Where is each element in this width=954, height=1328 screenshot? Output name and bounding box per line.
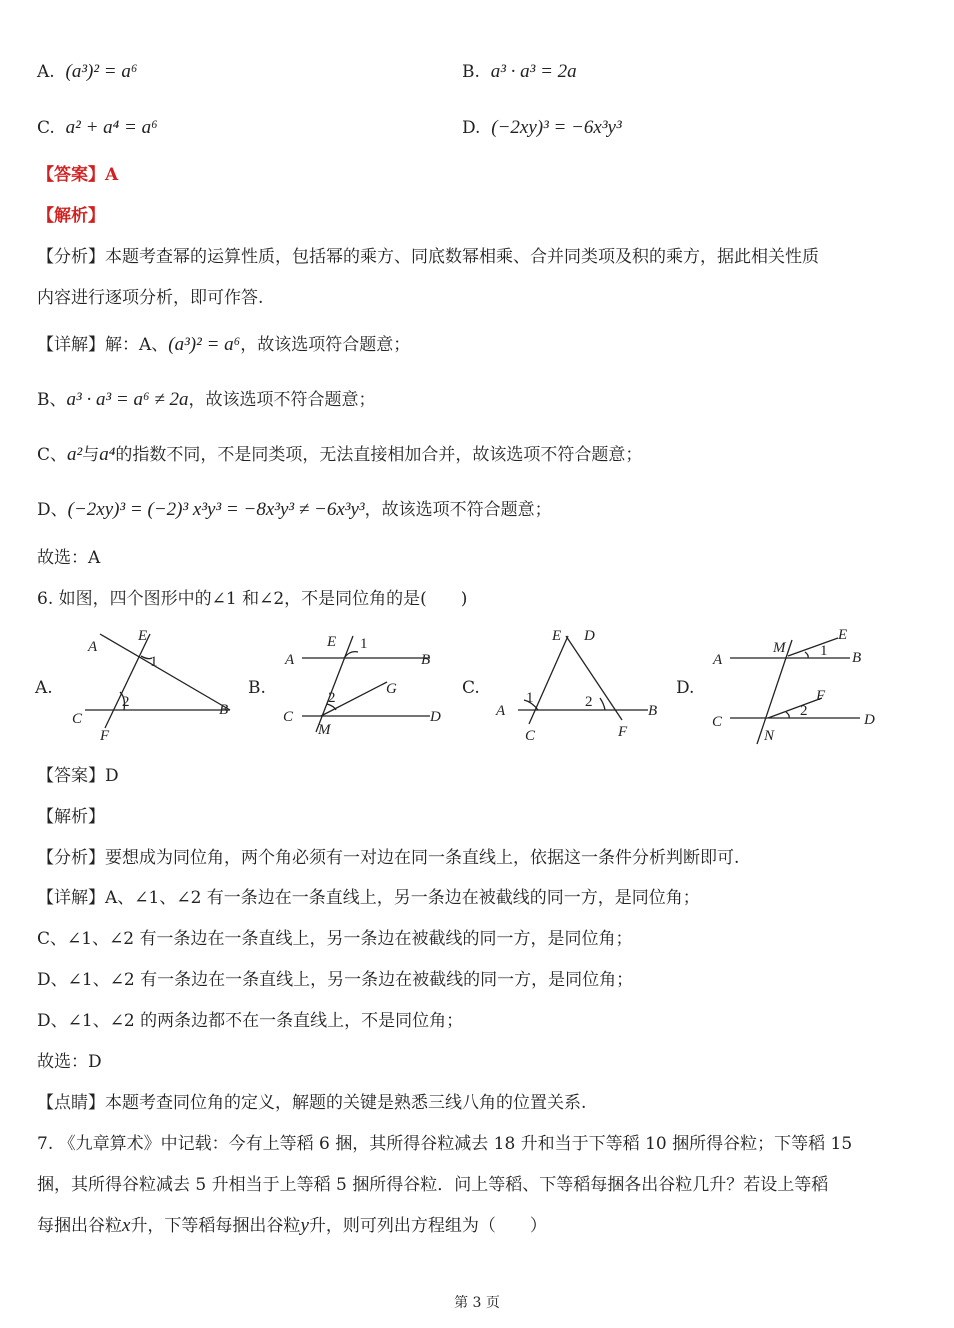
fig-d-angle-2-arc [786, 712, 789, 718]
q7-line-1: 7. 《九章算术》中记载：今有上等稻 6 捆，其所得谷粒减去 18 升和当于下等稻 10 捆所得谷粒；下等稻 15 [37, 1134, 853, 1154]
fig-b-point-m: M [318, 722, 331, 738]
q6-detail-1: 【详解】A、∠1、∠2 有一条边在一条直线上，另一条边在被截线的同一方，是同位角； [37, 888, 700, 908]
detail-expression: a³ · a³ = a⁶ ≠ 2a [66, 389, 189, 410]
detail-prefix: B、 [37, 390, 67, 410]
q7-text: 升，下等稻每捆出谷粒 [130, 1216, 301, 1236]
detail-suffix: ，故该选项不符合题意； [188, 390, 376, 410]
detail-expression: (a³)² = a⁶ [168, 334, 241, 355]
q5-detail-d [37, 498, 552, 522]
fig-d-point-a: A [713, 652, 723, 668]
fig-a-angle-1: 1 [150, 654, 158, 670]
q5-option-a [37, 60, 137, 84]
fig-c-point-e: E [552, 628, 562, 644]
q6-detail-2: C、∠1、∠2 有一条边在一条直线上，另一条边在被截线的同一方，是同位角； [37, 929, 633, 949]
fig-b-point-d: D [430, 709, 441, 725]
fig-c-point-b: B [648, 703, 658, 719]
fig-c-angle-2-arc [600, 698, 605, 710]
fig-b-point-c: C [283, 709, 294, 725]
option-expression: a² + a⁴ = a⁶ [65, 117, 158, 138]
fig-d-line-nf [768, 698, 822, 718]
fig-d-angle-1-arc [805, 652, 808, 658]
q5-answer: 【答案】A [37, 165, 119, 185]
option-expression: (−2xy)³ = −6x³y³ [491, 117, 622, 138]
q7-line-2: 捆，其所得谷粒减去 5 升相当于上等稻 5 捆所得谷粒．问上等稻、下等稻每捆各出谷粒几升？若设上等稻 [37, 1175, 829, 1195]
detail-expression: (−2xy)³ = (−2)³ x³y³ = −8x³y³ ≠ −6x³y³ [67, 499, 365, 520]
q5-option-d [462, 116, 622, 140]
fig-b-angle-2: 2 [328, 690, 336, 706]
q6-detail-3: D、∠1、∠2 有一条边在一条直线上，另一条边在被截线的同一方，是同位角； [37, 970, 634, 990]
q5-option-c [37, 116, 158, 140]
q7-text: 每捆出谷粒 [37, 1216, 122, 1236]
detail-prefix: C、 [37, 445, 68, 465]
fig-b-point-g: G [386, 681, 397, 697]
fig-a-point-c: C [72, 711, 83, 727]
option-expression: (a³)² = a⁶ [65, 61, 138, 82]
fig-c-point-c: C [525, 728, 536, 744]
detail-suffix: 的指数不同，不是同类项，无法直接相加合并，故该选项不符合题意； [115, 445, 643, 465]
q6-detail-4: D、∠1、∠2 的两条边都不在一条直线上，不是同位角； [37, 1011, 464, 1031]
fig-d-point-n: N [764, 728, 775, 744]
fig-a-point-a: A [88, 639, 98, 655]
fig-a-point-b: B [219, 702, 229, 718]
fig-d-angle-2: 2 [800, 703, 808, 719]
fig-label-c: C. [462, 678, 480, 698]
detail-prefix: 【详解】解：A、 [37, 335, 169, 355]
q6-choice: 故选：D [37, 1052, 102, 1072]
option-label: A. [37, 62, 55, 82]
detail-text: 与 [82, 445, 100, 465]
q5-analysis-head: 【解析】 [37, 206, 105, 226]
fig-d-point-m: M [773, 640, 786, 656]
option-label: D. [462, 118, 481, 138]
fig-b-point-b: B [421, 652, 431, 668]
fig-d-point-c: C [712, 714, 723, 730]
q6-analysis-head: 【解析】 [37, 807, 105, 827]
option-label: B. [462, 62, 480, 82]
q7-line-3 [37, 1214, 547, 1238]
q6-answer: 【答案】D [37, 766, 119, 786]
detail-suffix: ，故该选项不符合题意； [364, 500, 552, 520]
q7-variable-y: y [300, 1215, 309, 1236]
q5-detail-a [37, 333, 410, 357]
fig-c-angle-1: 1 [526, 690, 534, 706]
q6-analysis: 【分析】要想成为同位角，两个角必须有一对边在同一条直线上，依据这一条件分析判断即可. [37, 848, 740, 868]
fig-d-angle-1: 1 [820, 643, 828, 659]
q6-comment: 【点睛】本题考查同位角的定义，解题的关键是熟悉三线八角的位置关系. [37, 1093, 587, 1113]
fig-b-line-em [316, 636, 353, 732]
fig-a-line-ef [105, 634, 150, 728]
fig-c-point-f: F [618, 724, 628, 740]
fig-c-point-a: A [496, 703, 506, 719]
fig-label-d: D. [676, 678, 695, 698]
page-footer: 第 3 页 [454, 1295, 500, 1311]
fig-d-point-d: D [864, 712, 875, 728]
q5-detail-b [37, 388, 376, 412]
detail-expression: a⁴ [99, 444, 116, 465]
q5-detail-c [37, 443, 642, 467]
fig-b-point-a: A [285, 652, 295, 668]
fig-c-line-df [566, 636, 622, 720]
option-expression: a³ · a³ = 2a [490, 61, 577, 82]
q5-analysis-line1: 【分析】本题考查幂的运算性质，包括幂的乘方、同底数幂相乘、合并同类项及积的乘方，据此相关性质 [37, 247, 819, 267]
q6-stem: 6. 如图，四个图形中的∠1 和∠2，不是同位角的是( ) [37, 589, 468, 609]
fig-b-angle-1: 1 [360, 636, 368, 652]
detail-suffix: ，故该选项符合题意； [240, 335, 411, 355]
option-label: C. [37, 118, 55, 138]
q7-text: 升，则可列出方程组为（ ） [308, 1216, 547, 1236]
fig-label-a: A. [35, 678, 53, 698]
fig-d-point-b: B [852, 650, 862, 666]
q7-variable-x: x [122, 1215, 131, 1236]
detail-prefix: D、 [37, 500, 68, 520]
fig-c-line-ec [529, 636, 568, 724]
q5-analysis-line2: 内容进行逐项分析，即可作答. [37, 288, 264, 308]
fig-label-b: B. [248, 678, 266, 698]
fig-a-point-e: E [138, 628, 148, 644]
q5-option-b [462, 60, 577, 84]
fig-c-angle-2: 2 [585, 694, 593, 710]
fig-d-point-e: E [838, 627, 848, 643]
fig-b-point-e: E [327, 634, 337, 650]
fig-d-line-me [788, 638, 838, 656]
detail-expression: a² [67, 444, 83, 465]
q6-figures [30, 622, 910, 750]
fig-c-point-d: D [584, 628, 595, 644]
q5-choice: 故选：A [37, 548, 101, 568]
q6-figures-svg [30, 622, 910, 750]
fig-a-angle-2: 2 [122, 694, 130, 710]
fig-a-point-f: F [100, 728, 110, 744]
fig-d-point-f: F [816, 688, 826, 704]
